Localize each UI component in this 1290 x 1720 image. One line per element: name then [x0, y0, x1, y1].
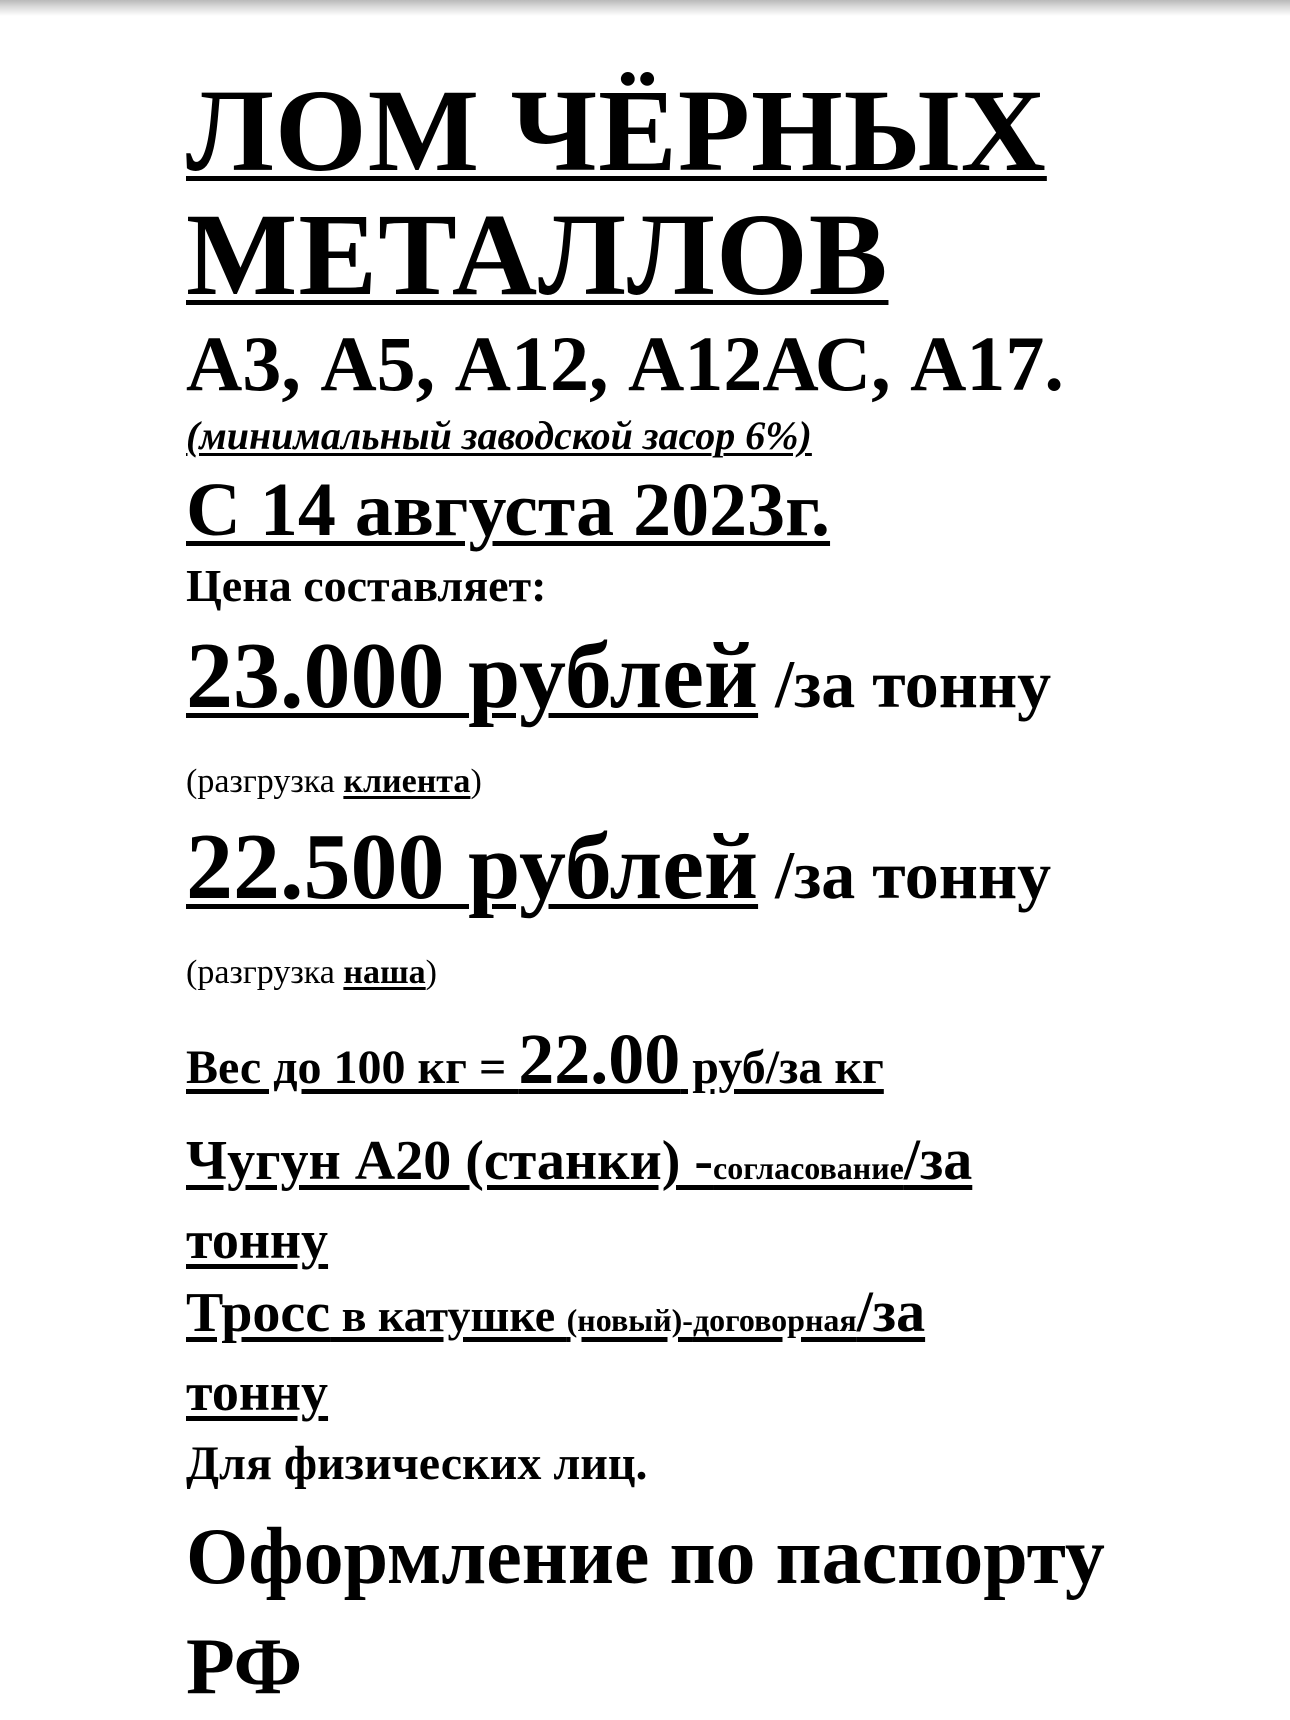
weight-prefix: Вес до 100 кг = — [186, 1041, 519, 1094]
cast-iron-unit: тонну — [186, 1210, 329, 1270]
weight-price — [186, 1014, 1266, 1124]
unload-who: наша — [343, 954, 426, 991]
cast-iron-price: согласование — [713, 1150, 904, 1186]
passport-line-1: Оформление по паспорту — [186, 1513, 1105, 1601]
cable-unit: тонну — [186, 1362, 329, 1422]
price-our-unload — [186, 815, 1266, 946]
effective-date — [186, 466, 1266, 554]
title-line-2-text: МЕТАЛЛОВ — [186, 189, 889, 320]
unload-prefix: (разгрузка — [186, 954, 344, 991]
cable-price: договорная — [692, 1302, 857, 1338]
cast-iron-per: /за — [903, 1127, 973, 1192]
price-notice — [186, 65, 1266, 1720]
cable-condition: (новый)- — [566, 1302, 693, 1338]
effective-date-text: С 14 августа 2023г. — [186, 468, 831, 552]
unload-suffix: ) — [470, 763, 482, 800]
unload-prefix: (разгрузка — [186, 763, 344, 800]
title-line-2 — [186, 189, 1266, 320]
price-amount: 22.500 рублей — [186, 815, 759, 919]
metal-grades: А3, А5, А12, А12АС, А17. — [186, 320, 1064, 407]
cable-per: /за — [856, 1279, 926, 1344]
cast-iron-line — [186, 1124, 1266, 1204]
passport-line-2: РФ — [186, 1623, 303, 1711]
cable-reel: в катушке — [330, 1290, 567, 1341]
cast-iron-name: Чугун А20 (станки) - — [186, 1130, 714, 1192]
clog-note-text: (минимальный заводской засор 6%) — [186, 413, 812, 458]
cable-line — [186, 1276, 1266, 1356]
weight-suffix: руб/за кг — [680, 1041, 884, 1094]
cable-name: Тросс — [186, 1282, 331, 1344]
weight-value: 22.00 — [518, 1019, 681, 1099]
price-client-unload — [186, 624, 1266, 755]
price-amount: 23.000 рублей — [186, 624, 759, 728]
price-label: Цена составляет: — [186, 560, 547, 611]
unload-client — [186, 755, 1266, 809]
price-per-unit: /за тонну — [758, 646, 1052, 722]
clog-note — [186, 412, 1266, 460]
title-line-1: ЛОМ ЧЁРНЫХ — [186, 65, 1047, 196]
unload-ours — [186, 946, 1266, 1000]
top-shadow — [0, 0, 1290, 16]
price-per-unit: /за тонну — [758, 837, 1052, 913]
individuals-note: Для физических лиц. — [186, 1437, 648, 1490]
unload-suffix: ) — [425, 954, 437, 991]
unload-who: клиента — [343, 763, 471, 800]
